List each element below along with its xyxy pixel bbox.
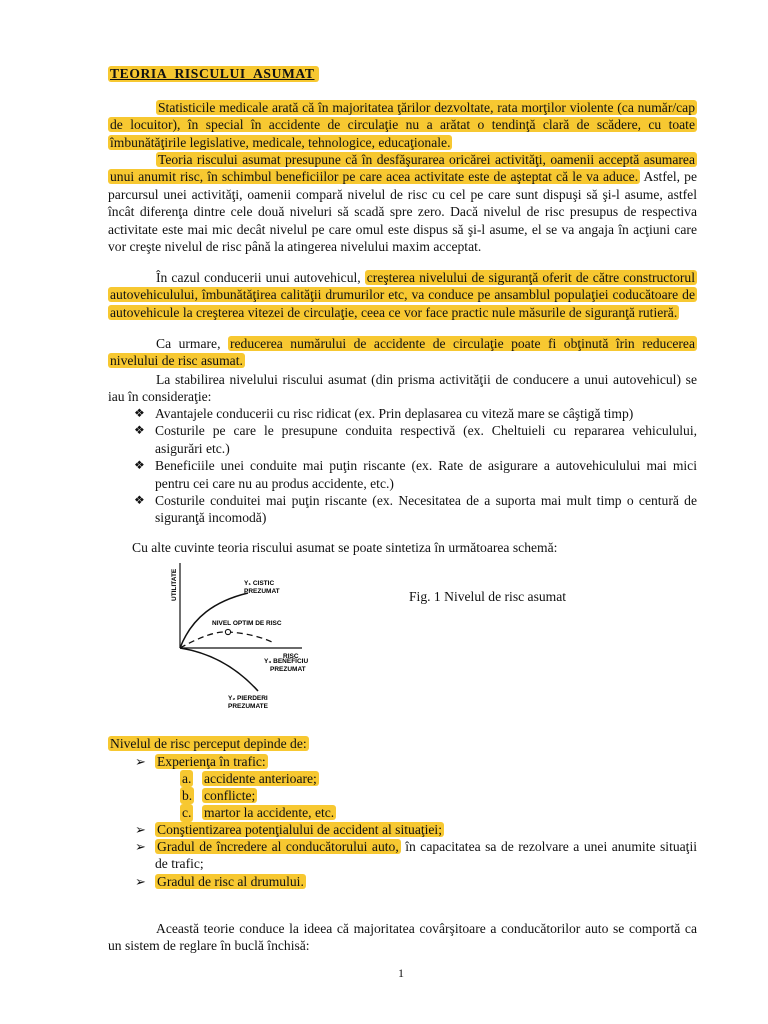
page-number: 1 xyxy=(398,966,404,980)
list-item: a. accidente anterioare; xyxy=(182,771,317,786)
paragraph-text: În cazul conducerii unui autovehicul, xyxy=(156,270,365,285)
paragraph-schema-intro: Cu alte cuvinte teoria riscului asumat se poate sintetiza în următoarea schemă: xyxy=(132,540,558,555)
arrow-bullet-icon: ➢ xyxy=(135,822,146,837)
list-item: ➢ Gradul de risc al drumului. xyxy=(135,873,304,889)
curve-y2-label: Y₂ PIERDERI xyxy=(228,695,268,702)
list-item: b. conflicte; xyxy=(182,788,256,804)
arrow-bullet-icon: ➢ xyxy=(135,873,146,889)
bullet-icon: ❖ xyxy=(134,423,145,438)
list-item: ➢ Experienţa în trafic: xyxy=(135,754,266,769)
page-title: TEORIA RISCULUI ASUMAT xyxy=(108,66,319,82)
highlighted-text: Statisticile medicale arată că în majoritatea ţărilor dezvoltate, rata morţilor violente (ca număr/cap de locuitor), în special în accidente de circulaţie nu a arătat o tendinţă clară de scădere, cu toate îmbunătăţirile legislative, medicale, tehnologice, educaţionale. xyxy=(110,100,695,150)
risk-factors-list-continued xyxy=(108,821,697,890)
paragraph-consequence xyxy=(108,335,697,370)
curve-y1-label-2: PREZUMAT xyxy=(244,588,280,595)
curve-y3-label: Y₃ BENEFICIU xyxy=(264,658,309,665)
x-axis-label: RISC xyxy=(283,653,299,660)
list-item: ❖ Beneficiile unei conduite mai puţin riscante (ex. Rate de asigurare a autovehiculului mai mici pentru cei care nu au produs accidente, etc.) xyxy=(134,458,697,491)
arrow-bullet-icon: ➢ xyxy=(135,839,146,855)
risk-diagram xyxy=(170,555,310,720)
paragraph-statistics xyxy=(108,99,697,151)
highlighted-text: creşterea nivelului de siguranţă oferit de către constructorul autovehiculului, îmbunătăţirea calităţii drumurilor etc, va conduce pe ansamblul populaţiei coducătoare de autovehicule la creşterea vitezei de circulaţie, ceea ce vor face practic nule măsurile de siguranţă rutieră. xyxy=(110,270,696,320)
list-item: c. martor la accidente, etc. xyxy=(182,805,335,821)
curve-y1-label: Y₁ CISTIC xyxy=(244,580,275,587)
optimum-label: NIVEL OPTIM DE RISC xyxy=(212,620,282,627)
curve-y2-label-2: PREZUMATE xyxy=(228,703,268,710)
paragraph-conclusion: Această teorie conduce la ideea că majoritatea covârşitoare a conducătorilor auto se comportă ca un sistem de reglare în buclă închisă: xyxy=(108,921,697,954)
highlighted-text: reducerea numărului de accidente de circulaţie poate fi obţinută îrin reducerea nivelului de risc asumat. xyxy=(110,336,696,369)
considerations-list xyxy=(108,405,697,527)
list-item: ➢ Gradul de încredere al conducătorului auto, în capacitatea sa de rezolvare a unei anumite situaţii de trafic; xyxy=(135,839,698,872)
list-item: ❖ Costurile conduitei mai puţin riscante (ex. Necesitatea de a suporta mai mult timp o centură de siguranţă incomodă) xyxy=(134,493,697,526)
figure-caption: Fig. 1 Nivelul de risc asumat xyxy=(409,589,567,604)
paragraph-text: Ca urmare, xyxy=(156,336,228,351)
paragraph-vehicle xyxy=(108,269,697,321)
bullet-icon: ❖ xyxy=(134,406,145,420)
arrow-bullet-icon: ➢ xyxy=(135,754,146,769)
list-item: ❖ Avantajele conducerii cu risc ridicat (ex. Prin deplasarea cu viteză mare se câştigă timp) xyxy=(134,406,634,421)
y-axis-label: UTILITATE xyxy=(171,568,178,601)
paragraph-text: Astfel, pe parcursul unei activităţi, oamenii compară nivelul de risc cu cel pe care sunt dispuşi să şi-l asume, astfel încât diferenţa dintre cele două niveluri să scadă spre zero. Dacă nivelul de risc presupus de respectiva activitate este mai mic decât nivelul pe care omul este dispus să şi-l asume, el se va angaja în acţiuni care vor creşte nivelul de risc până la atingerea nivelului maxim acceptat. xyxy=(108,169,697,255)
bullet-icon: ❖ xyxy=(134,493,145,508)
list-item: ➢ Conştientizarea potenţialului de accident al situaţiei; xyxy=(135,822,442,837)
list-item: ❖ Costurile pe care le presupune conduita respectivă (ex. Cheltuieli cu repararea vehiculului, asigurări etc.) xyxy=(134,423,697,456)
optimum-point-icon xyxy=(225,629,230,634)
experience-sublist xyxy=(108,770,697,822)
curve-y3-label-2: PREZUMAT xyxy=(270,666,306,673)
highlighted-text: Teoria riscului asumat presupune că în desfăşurarea oricărei activităţi, oamenii acceptă asumarea unui anumit risc, în schimbul beneficiilor pe care acea activitate este de aşteptat că le va aduce. xyxy=(110,152,695,185)
bullet-icon: ❖ xyxy=(134,458,145,473)
curve-y2 xyxy=(180,648,258,691)
risk-perception-heading: Nivelul de risc perceput depinde de: xyxy=(110,736,307,751)
paragraph-theory xyxy=(108,151,697,255)
risk-factors-list xyxy=(108,753,697,770)
paragraph-considerations: La stabilirea nivelului riscului asumat (din prisma activităţii de conducere a unui autovehicul) se iau în consideraţie: xyxy=(108,372,697,405)
